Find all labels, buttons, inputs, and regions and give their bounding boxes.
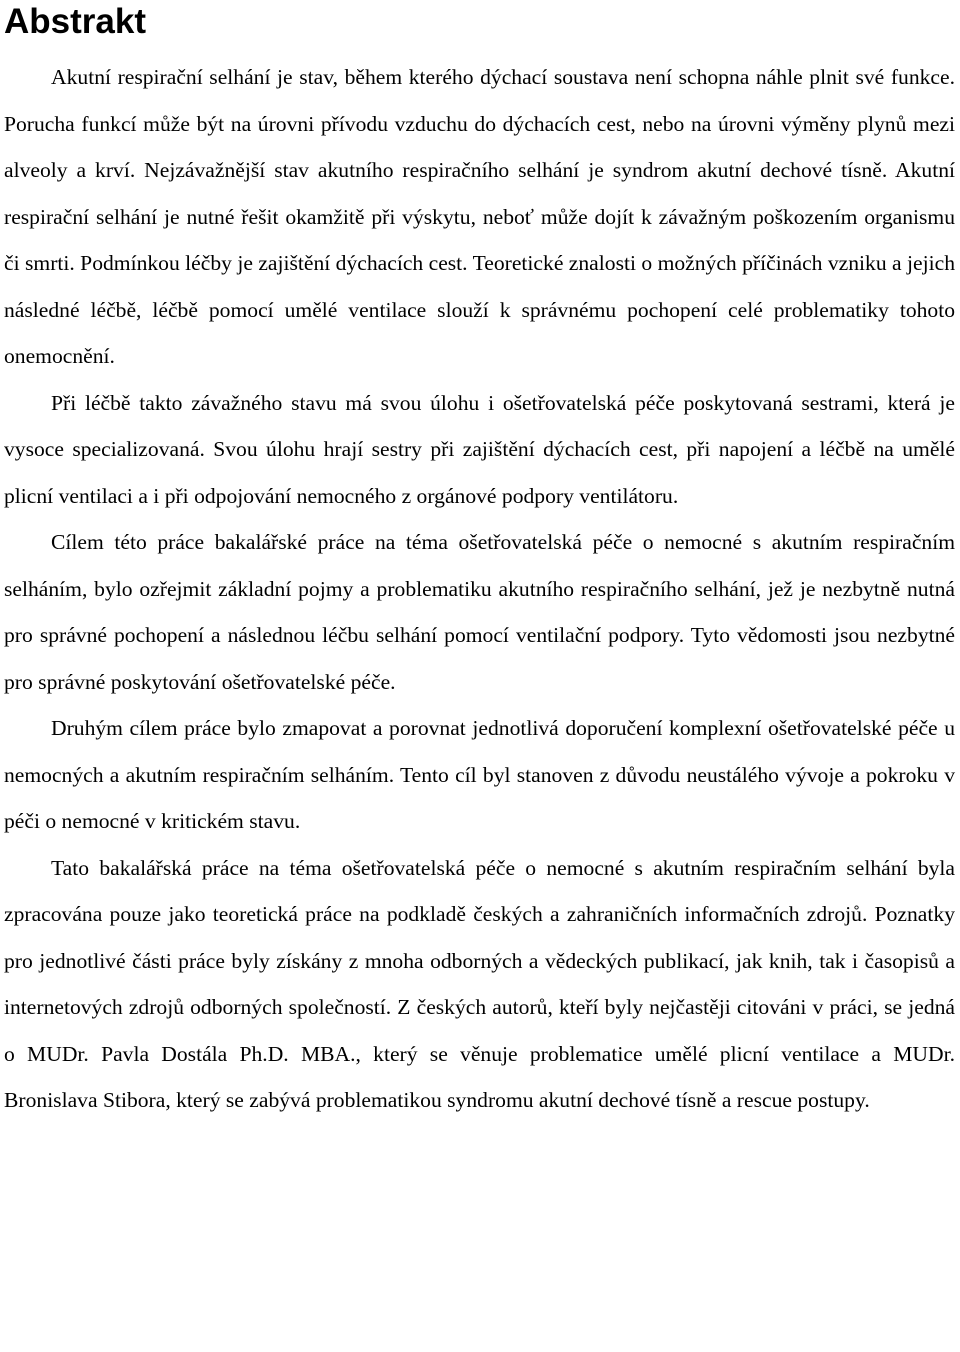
abstract-paragraph-2: Při léčbě takto závažného stavu má svou úlohu i ošetřovatelská péče poskytovaná sestrami, která je vysoce specializovaná. Svou úlohu hrají sestry při zajištění dýchacích cest, při napojení a léčbě na umělé plicní ventilaci a i při odpojování nemocného z orgánové podpory ventilátoru. bbox=[4, 390, 955, 508]
abstract-paragraph-1: Akutní respirační selhání je stav, během kterého dýchací soustava není schopna náhle plnit své funkce. Porucha funkcí může být na úrovni přívodu vzduchu do dýchacích cest, nebo na úrovni výměny plynů mezi alveoly a krví. Nejzávažnější stav akutního respiračního selhání je syndrom akutní dechové tísně. Akutní respirační selhání je nutné řešit okamžitě při výskytu, neboť může dojít k závažným poškozením organismu či smrti. Podmínkou léčby je zajištění dýchacích cest. Teoretické znalosti o možných příčinách vzniku a jejich následné léčbě, léčbě pomocí umělé ventilace slouží k správnému pochopení celé problematiky tohoto onemocnění. bbox=[4, 65, 955, 368]
abstract-paragraph-5: Tato bakalářská práce na téma ošetřovatelská péče o nemocné s akutním respiračním selhání byla zpracována pouze jako teoretická práce na podkladě českých a zahraničních informačních zdrojů. Poznatky pro jednotlivé části práce byly získány z mnoha odborných a vědeckých publikací, jak knih, tak i časopisů a internetových zdrojů odborných společností. Z českých autorů, kteří byly nejčastěji citováni v práci, se jedná o MUDr. Pavla Dostála Ph.D. MBA., který se věnuje problematice umělé plicní ventilace a MUDr. Bronislava Stibora, který se zabývá problematikou syndromu akutní dechové tísně a rescue postupy. bbox=[4, 855, 955, 1112]
abstract-paragraph-3: Cílem této práce bakalářské práce na téma ošetřovatelská péče o nemocné s akutním respiračním selháním, bylo ozřejmit základní pojmy a problematiku akutního respiračního selhání, jež je nezbytně nutná pro správné pochopení a následnou léčbu selhání pomocí ventilační podpory. Tyto vědomosti jsou nezbytné pro správné poskytování ošetřovatelské péče. bbox=[4, 530, 955, 694]
document-page bbox=[4, 0, 955, 1124]
page-title: Abstrakt bbox=[4, 2, 146, 41]
abstract-paragraph-4: Druhým cílem práce bylo zmapovat a porovnat jednotlivá doporučení komplexní ošetřovatelské péče u nemocných a akutním respiračním selháním. Tento cíl byl stanoven z důvodu neustálého vývoje a pokroku v péči o nemocné v kritickém stavu. bbox=[4, 716, 955, 833]
